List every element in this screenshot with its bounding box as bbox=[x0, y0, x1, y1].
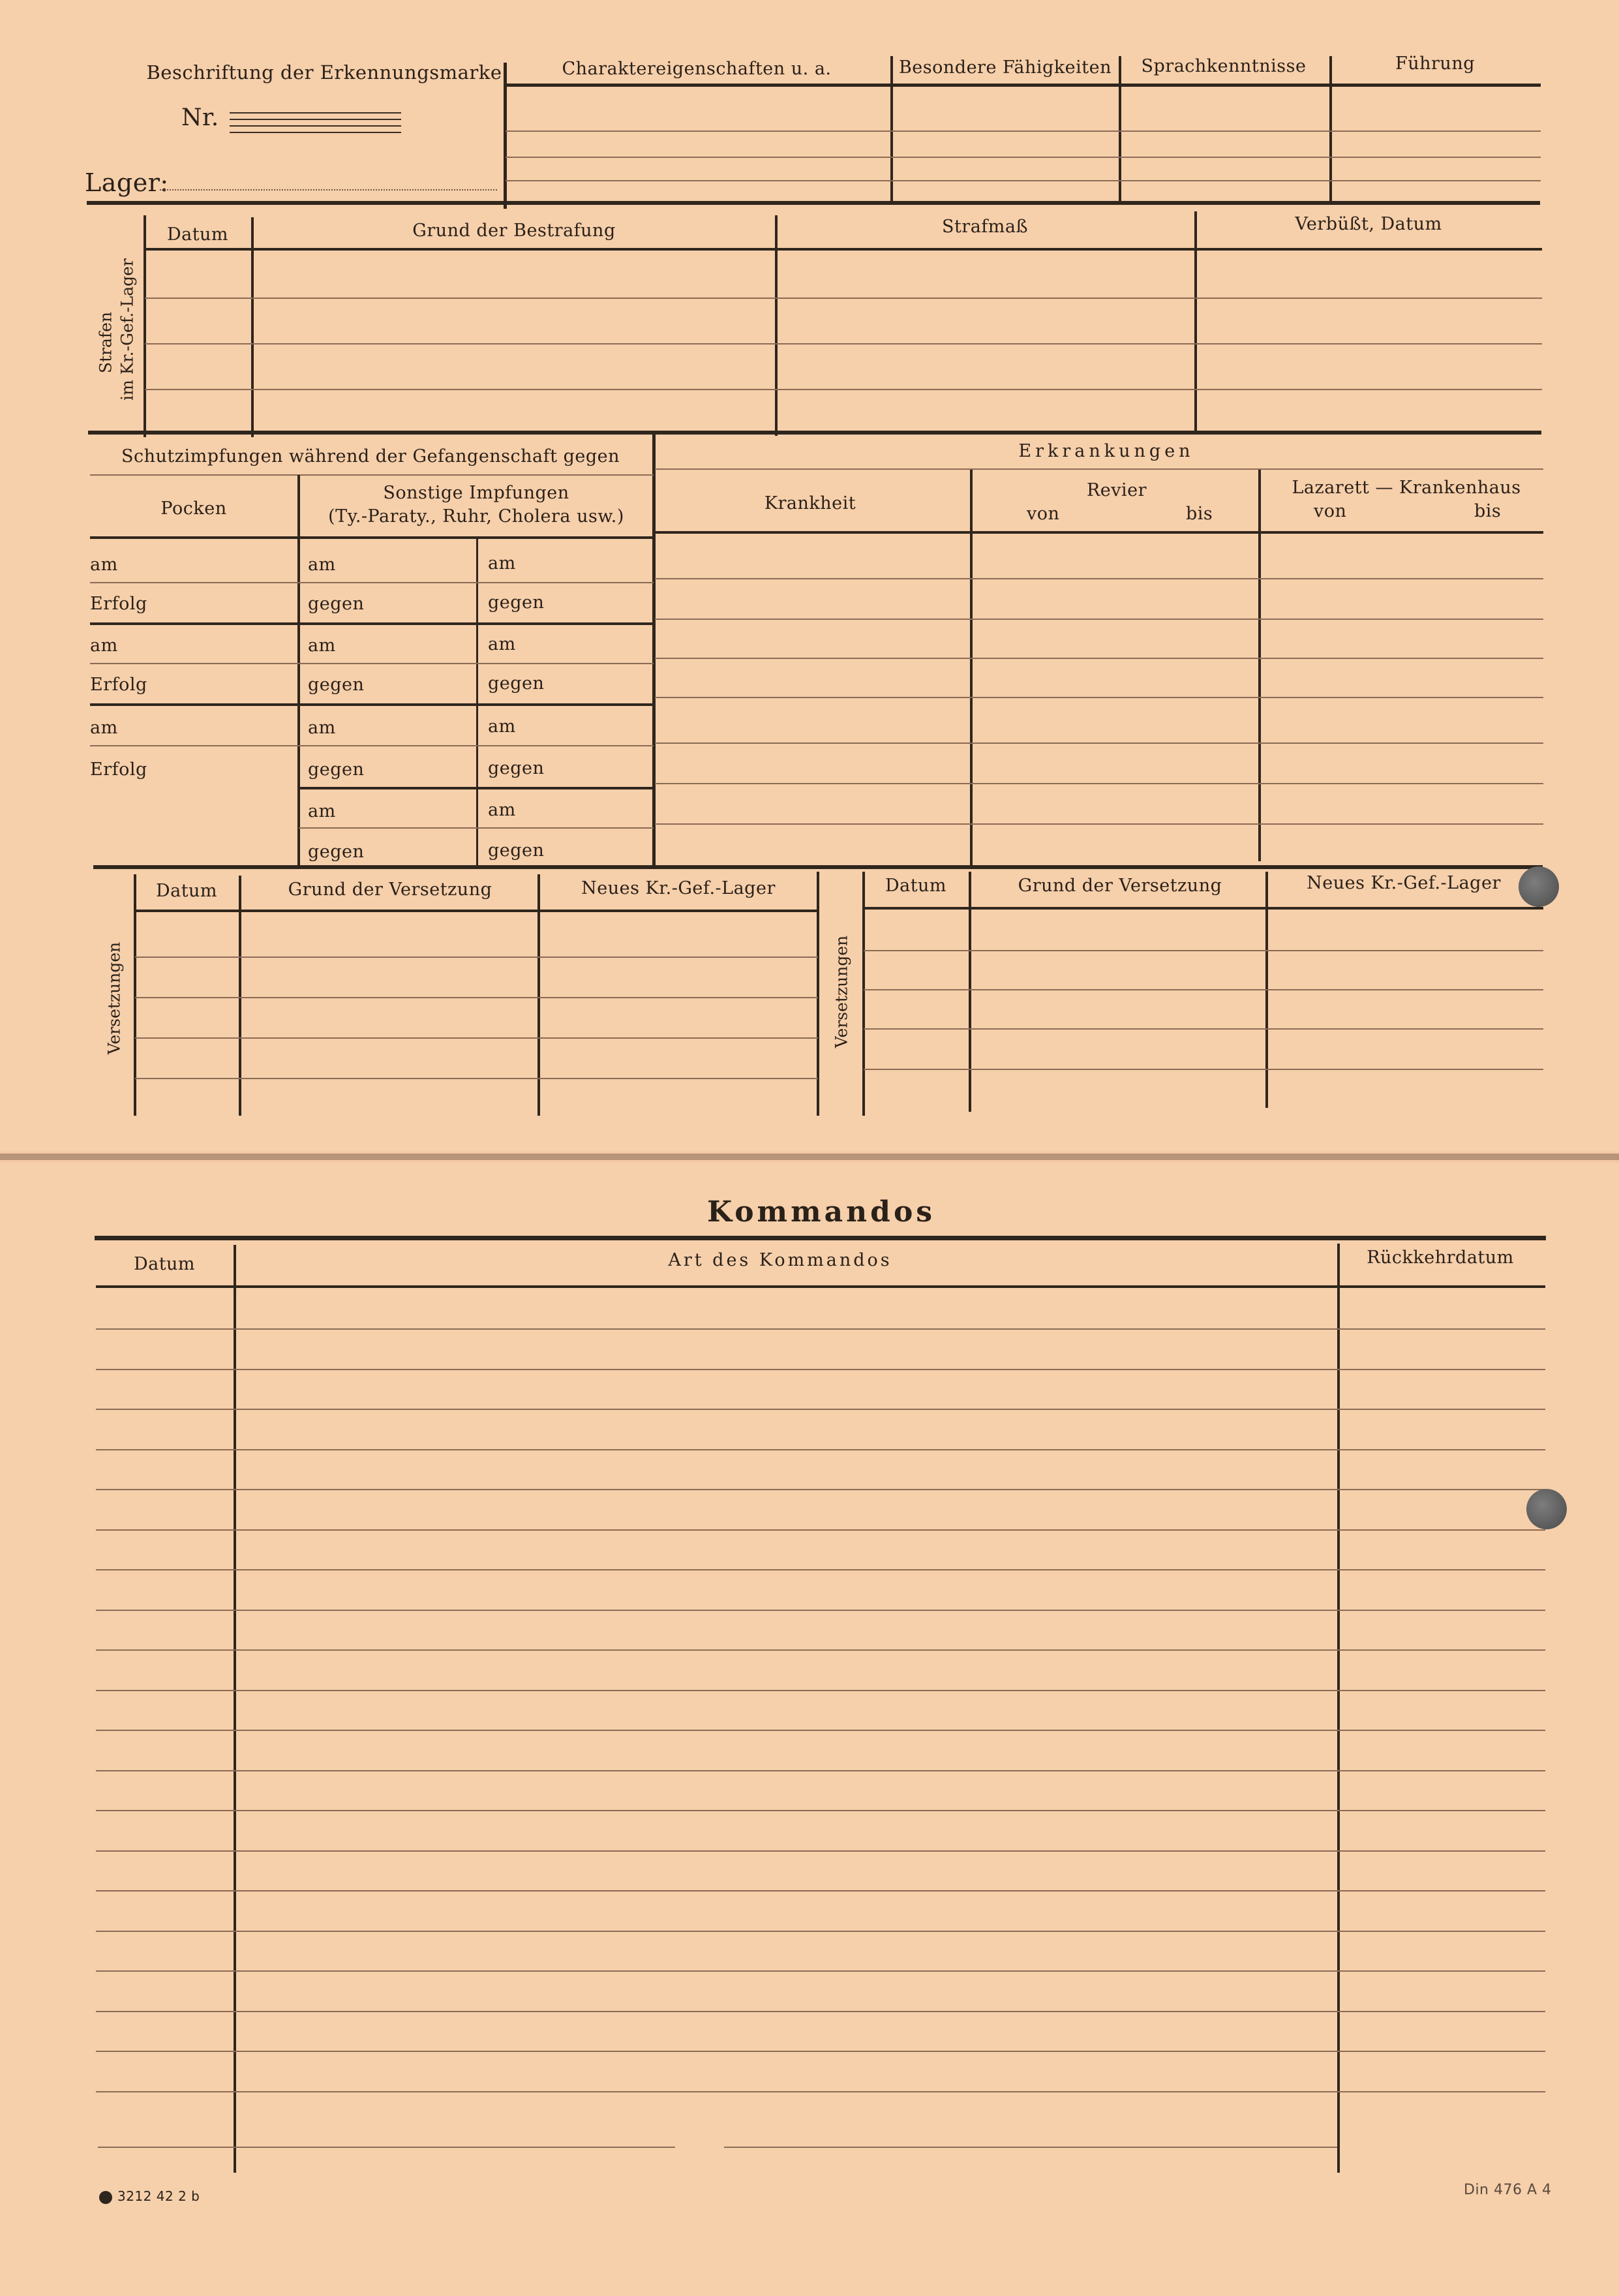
strafen-col-verbuesst: Verbüßt, Datum bbox=[1295, 214, 1442, 234]
strafen-col-datum: Datum bbox=[166, 224, 229, 245]
lager-label: Lager: bbox=[85, 168, 169, 197]
card-fold bbox=[0, 1154, 1619, 1160]
impf-row-line bbox=[90, 745, 654, 746]
erkr-col-krankheit: Krankheit bbox=[764, 493, 856, 513]
vers-col-lager-right: Neues Kr.-Gef.-Lager bbox=[1307, 873, 1501, 893]
kommandos-row-line bbox=[96, 1569, 1545, 1570]
impf-row-line bbox=[90, 663, 654, 664]
impf-header-rule bbox=[90, 536, 654, 539]
impf-gegen: gegen bbox=[308, 842, 365, 862]
erkr-col-divider bbox=[1258, 470, 1261, 861]
impf-am: am bbox=[308, 555, 336, 575]
impf-erfolg: Erfolg bbox=[90, 594, 147, 614]
erkr-row-line bbox=[655, 578, 1543, 579]
vers-row-line bbox=[135, 1078, 818, 1079]
impf-row-line bbox=[90, 582, 654, 583]
header-col-divider bbox=[1119, 56, 1121, 204]
din-code: Din 476 A 4 bbox=[1464, 2182, 1552, 2198]
vers-row-line-2 bbox=[864, 1028, 1543, 1030]
kommandos-row-line bbox=[96, 2011, 1545, 2012]
impf-group-rule bbox=[299, 787, 654, 789]
nr-line bbox=[230, 125, 401, 127]
kommandos-row-line bbox=[96, 1328, 1545, 1330]
vers-row-line-2 bbox=[864, 1069, 1543, 1070]
impf-gegen: gegen bbox=[308, 675, 365, 695]
kommandos-row-line bbox=[96, 1369, 1545, 1370]
header-top-rule bbox=[506, 84, 1541, 87]
kommandos-row-line bbox=[96, 1449, 1545, 1450]
impf-am: am bbox=[90, 555, 118, 575]
impf-title: Schutzimpfungen während der Gefangenschaft gegen bbox=[121, 446, 620, 467]
kommandos-row-line bbox=[96, 1690, 1545, 1691]
nr-line bbox=[230, 112, 401, 114]
vers-row-line bbox=[135, 1037, 818, 1039]
nr-line bbox=[230, 132, 401, 133]
vers-row-line bbox=[135, 957, 818, 958]
vers-col-datum-right: Datum bbox=[885, 876, 947, 896]
lager-line bbox=[160, 189, 497, 192]
erkr-row-line bbox=[655, 783, 1543, 784]
strafen-side-label-1: Strafen bbox=[96, 311, 115, 374]
kommandos-row-line bbox=[96, 2091, 1545, 2092]
kommandos-row-line bbox=[96, 2051, 1545, 2052]
erkr-lazarett-von: von bbox=[1314, 501, 1347, 521]
kommandos-header-rule bbox=[96, 1285, 1545, 1288]
erkr-revier-bis: bis bbox=[1186, 504, 1213, 524]
print-logo-icon bbox=[99, 2191, 112, 2204]
kommandos-bottom-line bbox=[724, 2147, 1337, 2148]
impf-erfolg: Erfolg bbox=[90, 759, 147, 780]
header-row-line bbox=[506, 157, 1541, 158]
kommandos-row-line bbox=[96, 1730, 1545, 1731]
impf-am: am bbox=[488, 553, 516, 574]
impf-pocken-divider bbox=[297, 475, 300, 865]
kommandos-row-line bbox=[96, 1890, 1545, 1891]
impf-erfolg: Erfolg bbox=[90, 675, 147, 695]
punch-hole bbox=[1519, 866, 1559, 907]
kommandos-row-line bbox=[96, 1850, 1545, 1852]
strafen-col-strafmass: Strafmaß bbox=[941, 217, 1029, 237]
erkr-col-lazarett: Lazarett — Krankenhaus bbox=[1292, 478, 1521, 498]
punch-hole bbox=[1526, 1489, 1567, 1529]
kommandos-row-line bbox=[96, 1810, 1545, 1811]
erkr-row-line bbox=[655, 742, 1543, 744]
impf-gegen: gegen bbox=[488, 673, 545, 694]
erkr-row-line bbox=[655, 823, 1543, 825]
header-row-line bbox=[506, 180, 1541, 181]
strafen-top-rule bbox=[87, 201, 1540, 205]
header-row-line bbox=[506, 130, 1541, 132]
kommandos-row-line bbox=[96, 1489, 1545, 1490]
vers-col-grund-right: Grund der Versetzung bbox=[1018, 876, 1222, 896]
impf-group-rule bbox=[90, 622, 654, 625]
impf-row-line bbox=[299, 827, 654, 829]
impf-col-sonstige-1: Sonstige Impfungen bbox=[383, 483, 569, 503]
strafen-col-divider bbox=[1194, 211, 1197, 432]
vers-top-rule bbox=[93, 865, 1543, 869]
erkr-col-divider bbox=[970, 470, 973, 865]
impf-erkr-divider bbox=[652, 433, 656, 865]
strafen-header-rule bbox=[145, 248, 1542, 251]
vers-col-datum-left: Datum bbox=[155, 881, 218, 901]
impf-am: am bbox=[308, 718, 336, 738]
kommandos-col-art: Art des Kommandos bbox=[668, 1250, 892, 1270]
erkr-col-revier: Revier bbox=[1086, 480, 1147, 500]
impf-am: am bbox=[308, 635, 336, 656]
impf-sonstige-divider bbox=[476, 538, 478, 865]
col-fuehrung: Führung bbox=[1395, 54, 1475, 74]
impf-gegen: gegen bbox=[308, 759, 365, 780]
strafen-col-grund: Grund der Bestrafung bbox=[412, 221, 616, 241]
print-code: 3212 42 2 b bbox=[99, 2188, 200, 2204]
erkr-title-line bbox=[655, 468, 1543, 470]
kommandos-col-rueckkehr: Rückkehrdatum bbox=[1367, 1247, 1514, 1268]
erkr-header-rule bbox=[655, 531, 1543, 534]
impf-am: am bbox=[90, 718, 118, 738]
vers-row-line-2 bbox=[864, 989, 1543, 990]
impf-am: am bbox=[488, 716, 516, 737]
kommandos-row-line bbox=[96, 1529, 1545, 1531]
kommandos-row-line bbox=[96, 1610, 1545, 1611]
nr-line bbox=[230, 119, 401, 120]
erkr-title: Erkrankungen bbox=[1018, 441, 1194, 461]
vers-col-grund-left: Grund der Versetzung bbox=[288, 880, 492, 900]
vers-row-line-2 bbox=[864, 950, 1543, 951]
impf-gegen: gegen bbox=[488, 592, 545, 613]
impf-am: am bbox=[308, 801, 336, 821]
kommandos-title: Kommandos bbox=[706, 1195, 936, 1229]
erkr-revier-von: von bbox=[1027, 504, 1060, 524]
impf-am: am bbox=[488, 800, 516, 820]
vers-col-lager-left: Neues Kr.-Gef.-Lager bbox=[581, 878, 776, 898]
impf-gegen: gegen bbox=[488, 840, 545, 861]
kommandos-row-line bbox=[96, 1931, 1545, 1932]
kommandos-row-line bbox=[96, 1409, 1545, 1410]
impf-col-pocken: Pocken bbox=[160, 498, 227, 519]
erkr-row-line bbox=[655, 697, 1543, 698]
col-faehigkeiten: Besondere Fähigkeiten bbox=[898, 57, 1112, 78]
kommandos-row-line bbox=[96, 1649, 1545, 1651]
vers-side-label-left: Versetzungen bbox=[104, 941, 124, 1055]
kommandos-row-line bbox=[96, 1970, 1545, 1972]
kommandos-bottom-line bbox=[98, 2147, 675, 2148]
impf-gegen: gegen bbox=[308, 594, 365, 614]
kommandos-datum-divider bbox=[234, 1245, 236, 2173]
kommandos-top-rule bbox=[95, 1236, 1546, 1240]
erkr-lazarett-bis: bis bbox=[1474, 501, 1502, 521]
header-col-divider bbox=[1329, 56, 1332, 204]
kommandos-rueck-divider bbox=[1337, 1244, 1340, 2173]
vers-side-label-right: Versetzungen bbox=[832, 935, 851, 1049]
col-sprach: Sprachkenntnisse bbox=[1141, 56, 1307, 76]
strafen-side-label-2: im Kr.-Gef.-Lager bbox=[117, 258, 137, 401]
strafen-row-line bbox=[145, 298, 1542, 299]
impf-title-line bbox=[90, 474, 654, 476]
vers-header-rule-2 bbox=[864, 907, 1543, 910]
header-col-divider bbox=[890, 56, 893, 204]
col-charakter: Charaktereigenschaften u. a. bbox=[562, 59, 832, 79]
marke-label: Beschriftung der Erkennungsmarke bbox=[146, 61, 502, 84]
impf-gegen: gegen bbox=[488, 758, 545, 778]
impf-am: am bbox=[90, 635, 118, 656]
nr-label: Nr. bbox=[181, 104, 219, 131]
impf-top-rule bbox=[88, 431, 1541, 435]
impf-group-rule bbox=[90, 703, 654, 706]
kommandos-col-datum: Datum bbox=[133, 1254, 196, 1274]
impf-col-sonstige-2: (Ty.-Paraty., Ruhr, Cholera usw.) bbox=[328, 506, 624, 527]
vers-header-rule bbox=[135, 910, 818, 912]
erkr-row-line bbox=[655, 658, 1543, 659]
erkr-row-line bbox=[655, 619, 1543, 620]
strafen-row-line bbox=[145, 343, 1542, 344]
vers-row-line bbox=[135, 997, 818, 998]
impf-am: am bbox=[488, 634, 516, 654]
kommandos-row-line bbox=[96, 1770, 1545, 1771]
strafen-row-line bbox=[145, 389, 1542, 390]
